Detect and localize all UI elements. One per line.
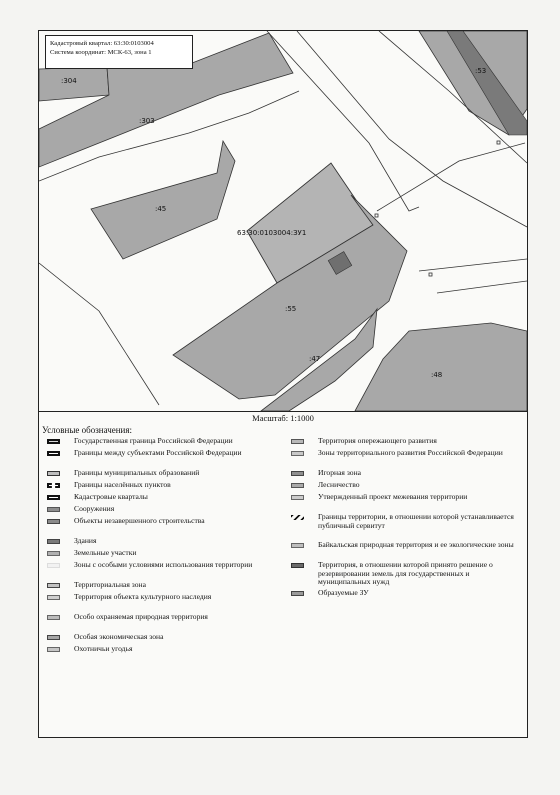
legend-label: Зоны территориального развития Российской Федерации (318, 448, 503, 457)
survey-point-marker (375, 214, 378, 217)
legend-item (287, 437, 523, 446)
legend-item (287, 513, 523, 530)
legend-swatch-icon (291, 591, 304, 596)
legend-item (43, 537, 273, 546)
legend-swatch-icon (47, 483, 60, 488)
legend-label: Охотничьи угодья (74, 644, 133, 653)
legend-swatch-icon (47, 551, 60, 556)
legend-swatch-icon (291, 483, 304, 488)
legend-label: Земельные участки (74, 548, 137, 557)
legend-swatch-icon (291, 563, 304, 568)
legend-swatch-icon (47, 495, 60, 500)
legend-item (43, 469, 273, 478)
legend-swatch-icon (291, 471, 304, 476)
legend-item (43, 593, 273, 602)
legend-swatch-icon (47, 539, 60, 544)
parcel-label-53: :53 (475, 67, 487, 75)
legend-item (43, 517, 273, 526)
parcel-label-48: :48 (431, 371, 443, 379)
parcel-45[interactable] (91, 141, 235, 259)
legend-label: Территория опережающего развития (318, 436, 437, 445)
coordinate-system-text: Система координат: МСК-63, зона 1 (50, 49, 152, 56)
parcel-label-zu1: 63:30:0103004:ЗУ1 (237, 229, 307, 237)
boundary-line (437, 281, 527, 293)
map-sheet (38, 30, 528, 738)
legend-swatch-icon (291, 495, 304, 500)
legend-item (43, 613, 273, 622)
legend-item (287, 469, 523, 478)
parcel-label-47: :47 (309, 355, 321, 363)
legend-label: Здания (74, 536, 97, 545)
cadastral-map[interactable] (39, 31, 527, 412)
parcel-label-55: :55 (285, 305, 297, 313)
scale-label: Масштаб: 1:1000 (252, 413, 314, 423)
legend-item (287, 589, 523, 598)
parcel-48[interactable] (355, 323, 527, 411)
map-canvas (39, 31, 527, 411)
legend-label: Сооружения (74, 504, 115, 513)
legend-label: Территория объекта культурного наследия (74, 592, 212, 601)
legend-item (43, 561, 273, 570)
parcel-label-303: :303 (139, 117, 155, 125)
legend-item (287, 561, 523, 587)
legend-swatch-icon (47, 519, 60, 524)
survey-point-marker (497, 141, 500, 144)
legend-label: Границы населённых пунктов (74, 480, 171, 489)
legend-item (43, 581, 273, 590)
quarter-info-box (45, 35, 193, 69)
survey-point-marker (429, 273, 432, 276)
legend-label: Игорная зона (318, 468, 362, 477)
legend-item (43, 549, 273, 558)
legend-swatch-icon (47, 635, 60, 640)
legend-label: Зоны с особыми условиями использования территории (74, 560, 253, 569)
legend-label: Границы между субъектами Российской Федерации (74, 448, 242, 457)
legend-label: Особая экономическая зона (74, 632, 164, 641)
parcel-label-304: :304 (61, 77, 77, 85)
legend-label: Образуемые ЗУ (318, 588, 369, 597)
legend-label: Кадастровые кварталы (74, 492, 148, 501)
legend-swatch-icon (291, 439, 304, 444)
legend-label: Особо охраняемая природная территория (74, 612, 208, 621)
legend-item (287, 541, 523, 550)
legend-item (287, 449, 523, 458)
legend-item (287, 493, 523, 502)
legend-swatch-icon (47, 595, 60, 600)
legend-swatch-icon (47, 647, 60, 652)
legend-label: Границы муниципальных образований (74, 468, 200, 477)
legend-label: Государственная граница Российской Федерации (74, 436, 233, 445)
legend-swatch-icon (47, 583, 60, 588)
legend-title: Условные обозначения: (42, 425, 133, 435)
boundary-line (377, 143, 525, 211)
legend-swatch-icon (291, 451, 304, 456)
legend-label: Границы территории, в отношении которой устанавливается публичный сервитут (318, 512, 514, 530)
legend-label: Утвержденный проект межевания территории (318, 492, 468, 501)
legend-label: Лесничество (318, 480, 360, 489)
parcel-label-45: :45 (155, 205, 167, 213)
legend-label: Байкальская природная территория и ее экологические зоны (318, 540, 514, 549)
legend-item (287, 481, 523, 490)
legend-item (43, 481, 273, 490)
legend-swatch-icon (291, 515, 304, 520)
boundary-line (419, 259, 527, 271)
legend-swatch-icon (47, 471, 60, 476)
legend-swatch-icon (47, 451, 60, 456)
legend-item (43, 437, 273, 446)
legend-swatch-icon (47, 615, 60, 620)
legend-label: Объекты незавершенного строительства (74, 516, 205, 525)
legend-item (43, 449, 273, 458)
legend-label: Территориальная зона (74, 580, 146, 589)
legend-swatch-icon (47, 507, 60, 512)
legend-item (43, 645, 273, 654)
legend-label: Территория, в отношении которой принято решение о резервировании земель для государственных и муниципальных нужд (318, 560, 493, 587)
cadastral-quarter-text: Кадастровый квартал: 63:30:0103004 (50, 40, 154, 47)
boundary-line (39, 263, 159, 405)
legend-swatch-icon (291, 543, 304, 548)
legend-item (43, 633, 273, 642)
legend-item (43, 493, 273, 502)
legend-swatch-icon (47, 439, 60, 444)
legend-swatch-icon (47, 563, 60, 568)
legend-item (43, 505, 273, 514)
